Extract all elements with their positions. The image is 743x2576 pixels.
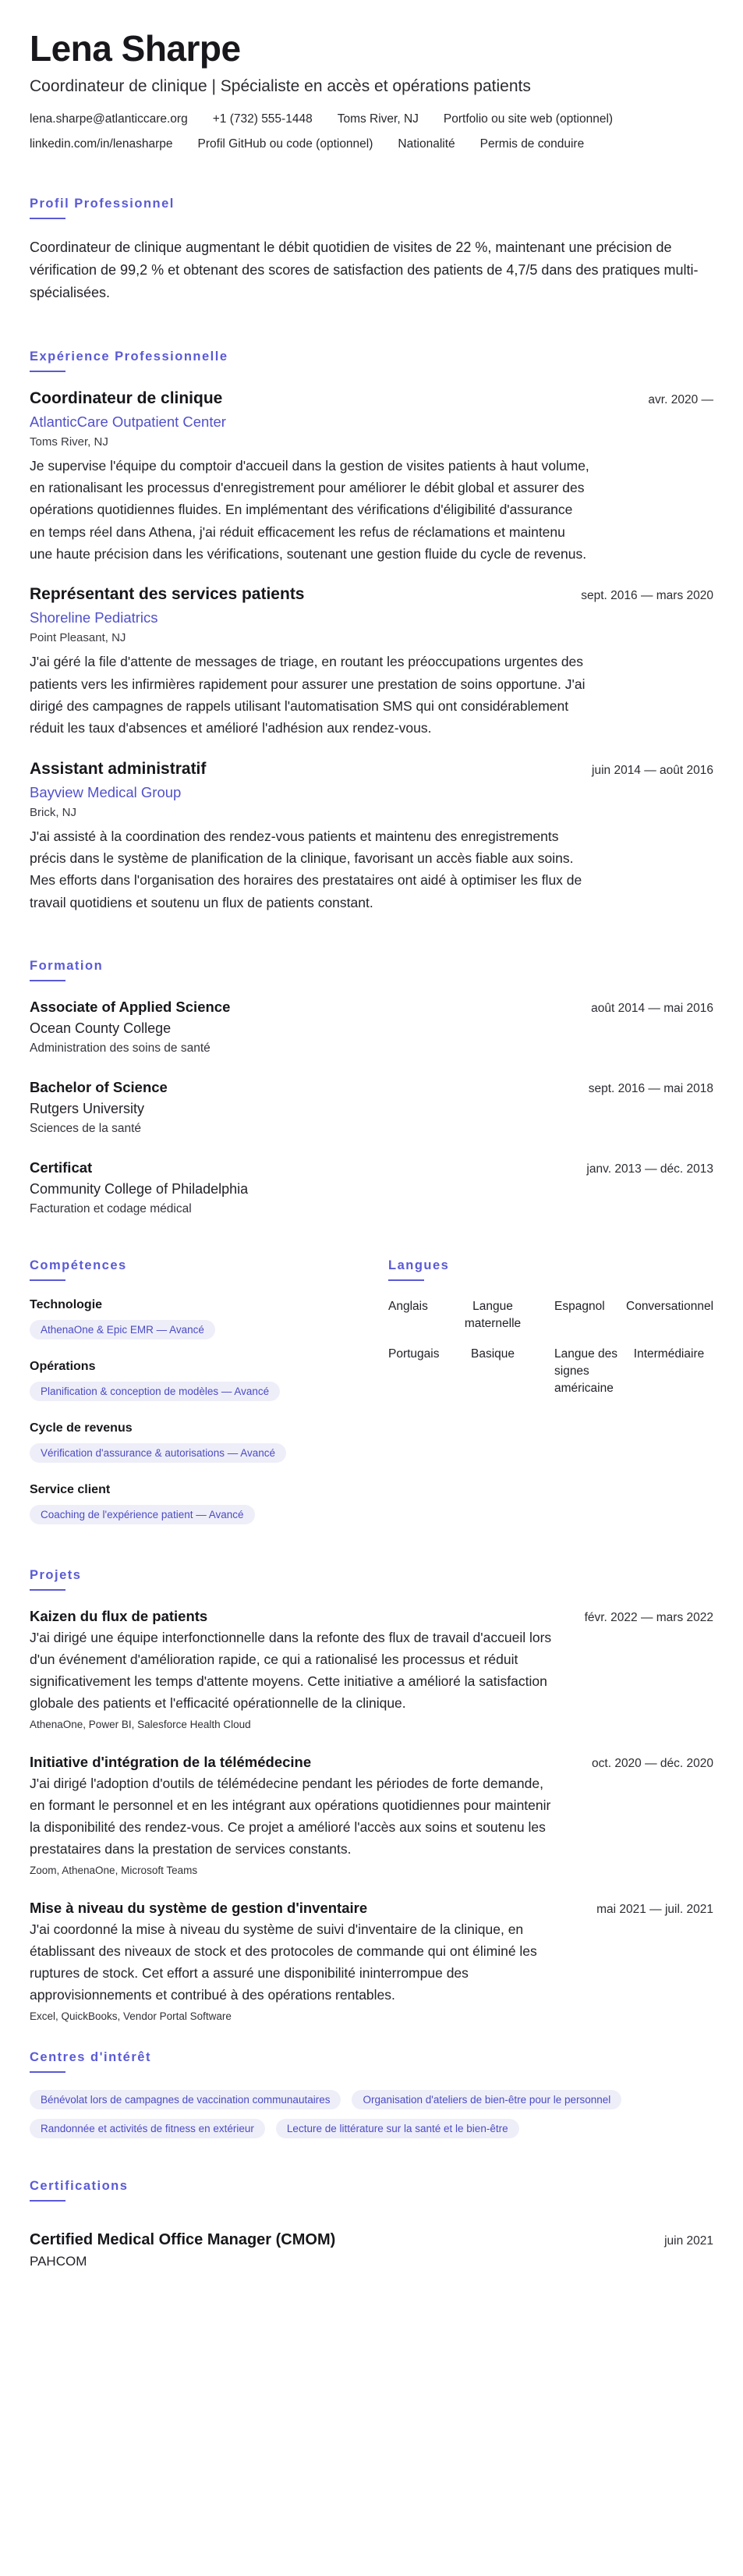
skill-chip: Vérification d'assurance & autorisations — Avancé xyxy=(30,1443,286,1463)
section-title: Projets xyxy=(30,1568,82,1583)
job-description: J'ai géré la file d'attente de messages de triage, en routant les préoccupations urgentes des patients vers les infirmières rapidement pour assurer une prestation de soins opportune. J'ai dirigé des campagnes de rappels utilisant l'automatisation SMS qui ont considérablement réduit les taux d'absences et amélioré l'adhésion aux rendez-vous. xyxy=(30,654,586,736)
project-entry xyxy=(30,1608,713,1730)
project-entry xyxy=(30,1900,713,2022)
job-dates: avr. 2020 — xyxy=(648,392,713,406)
languages-section xyxy=(388,1258,712,1545)
employer-name: AtlanticCare Outpatient Center xyxy=(30,413,226,430)
education-entry xyxy=(30,999,713,1056)
contact-email[interactable]: lena.sharpe@atlanticcare.org xyxy=(30,112,188,126)
job-title: Coordinateur de clinique xyxy=(30,389,223,407)
skill-group xyxy=(30,1421,357,1463)
candidate-headline: Coordinateur de clinique | Spécialiste en accès et opérations patients xyxy=(30,76,531,95)
experience-section xyxy=(30,349,713,914)
contact-linkedin[interactable]: linkedin.com/in/lenasharpe xyxy=(30,137,173,151)
project-dates: oct. 2020 — déc. 2020 xyxy=(592,1757,713,1771)
contact-license: Permis de conduire xyxy=(479,137,585,151)
study-field: Facturation et codage médical xyxy=(30,1202,192,1216)
job-title: Représentant des services patients xyxy=(30,585,305,604)
experience-entry xyxy=(30,760,713,914)
section-title: Formation xyxy=(30,959,104,974)
section-title: Expérience Professionnelle xyxy=(30,349,228,364)
skill-chip: Coaching de l'expérience patient — Avancé xyxy=(30,1505,255,1524)
language-item xyxy=(388,1346,536,1396)
skill-group xyxy=(30,1360,357,1401)
language-level: Conversationnel xyxy=(626,1300,714,1314)
skill-chip: AthenaOne & Epic EMR — Avancé xyxy=(30,1320,215,1339)
section-title: Certifications xyxy=(30,2179,129,2194)
candidate-name: Lena Sharpe xyxy=(30,28,241,69)
skill-category: Opérations xyxy=(30,1360,96,1374)
project-dates: févr. 2022 — mars 2022 xyxy=(584,1611,713,1625)
language-level: Intermédiaire xyxy=(633,1347,705,1361)
job-dates: juin 2014 — août 2016 xyxy=(592,763,713,777)
contact-phone[interactable]: +1 (732) 555-1448 xyxy=(212,112,313,126)
language-name: Portugais xyxy=(388,1347,440,1361)
interest-chip: Randonnée et activités de fitness en extérieur xyxy=(30,2119,265,2138)
section-divider xyxy=(388,1279,424,1281)
section-divider xyxy=(30,2071,65,2073)
project-dates: mai 2021 — juil. 2021 xyxy=(596,1903,713,1917)
school-name: Ocean County College xyxy=(30,1020,172,1037)
job-location: Point Pleasant, NJ xyxy=(30,631,126,645)
education-dates: sept. 2016 — mai 2018 xyxy=(588,1082,713,1096)
language-level: Basique xyxy=(470,1347,515,1361)
projects-section xyxy=(30,1568,713,2022)
education-section xyxy=(30,959,713,1216)
section-divider xyxy=(30,2200,65,2202)
skill-category: Technologie xyxy=(30,1298,103,1312)
project-tools: AthenaOne, Power BI, Salesforce Health Cloud xyxy=(30,1719,251,1731)
experience-entry xyxy=(30,389,713,566)
certifications-section xyxy=(30,2179,713,2269)
job-description: J'ai assisté à la coordination des rendez-vous patients et maintenu des enregistrements précis dans le système de planification de la clinique, favorisant un accès fiable aux soins. Mes efforts dans l'organisation des horaires des prestataires ont aidé à optimiser les flux de travail quotidiens et soutenu un flux de patients constant. xyxy=(30,828,582,910)
certification-date: juin 2021 xyxy=(664,2234,713,2248)
project-entry xyxy=(30,1754,713,1876)
project-tools: Excel, QuickBooks, Vendor Portal Software xyxy=(30,2010,232,2023)
section-title: Centres d'intérêt xyxy=(30,2050,151,2065)
skills-languages-row xyxy=(30,1258,713,1545)
skill-category: Service client xyxy=(30,1483,111,1497)
language-level: Langue maternelle xyxy=(464,1300,522,1330)
project-description: J'ai dirigé l'adoption d'outils de télémédecine pendant les périodes de forte demande, en formant le personnel et en les intégrant aux opérations quotidiennes pour maintenir la disponibilité des rendez-vous. Ce projet a amélioré l'accès aux soins et soutenu les prestataires dans la prestation de services constants. xyxy=(30,1776,551,1857)
job-dates: sept. 2016 — mars 2020 xyxy=(581,589,713,603)
school-name: Rutgers University xyxy=(30,1101,145,1117)
section-divider xyxy=(30,1589,65,1591)
language-item xyxy=(388,1298,536,1332)
section-title: Profil Professionnel xyxy=(30,197,175,211)
interest-list xyxy=(30,2090,713,2138)
contact-nationality: Nationalité xyxy=(398,137,455,151)
job-description: Je supervise l'équipe du comptoir d'accueil dans la gestion de visites patients à haut volume, en rationalisant les processus d'enregistrement pour améliorer le débit global et assurer des opérations quotidiennes fluides. En implémentant des vérifications d'éligibilité d'assurance en temps réel dans Athena, j'ai réduit efficacement les refus de réclamations et maintenu une haute précision dans les vérifications, soutenant une gestion fluide du cycle de revenus. xyxy=(30,457,589,562)
skill-group xyxy=(30,1298,357,1339)
degree-name: Bachelor of Science xyxy=(30,1079,168,1096)
degree-name: Associate of Applied Science xyxy=(30,999,231,1016)
skill-chip: Planification & conception de modèles — Avancé xyxy=(30,1382,280,1401)
study-field: Sciences de la santé xyxy=(30,1122,142,1136)
experience-entry xyxy=(30,585,713,739)
certification-issuer: PAHCOM xyxy=(30,2254,87,2269)
profile-summary: Coordinateur de clinique augmentant le débit quotidien de visites de 22 %, maintenant une précision de vérification de 99,2 % et obtenant des scores de satisfaction des patients de 4,7/5 dans des pratiques multi-spécialisées. xyxy=(30,240,699,300)
job-location: Toms River, NJ xyxy=(30,435,108,449)
contact-github[interactable]: Profil GitHub ou code (optionnel) xyxy=(197,137,373,151)
certification-entry xyxy=(30,2231,713,2269)
language-list xyxy=(388,1298,712,1396)
skill-group xyxy=(30,1483,357,1524)
language-item xyxy=(554,1298,712,1332)
employer-name: Bayview Medical Group xyxy=(30,783,182,800)
project-name: Mise à niveau du système de gestion d'inventaire xyxy=(30,1900,368,1917)
project-name: Initiative d'intégration de la télémédecine xyxy=(30,1754,312,1771)
section-divider xyxy=(30,1279,65,1281)
project-description: J'ai dirigé une équipe interfonctionnelle dans la refonte des flux de travail d'accueil lors d'un événement d'amélioration rapide, ce qui a rationalisé les processus et réduit significativement les temps d'attente moyens. Cette initiative a amélioré la satisfaction globale des patients et l'efficacité opérationnelle de la clinique. xyxy=(30,1630,552,1712)
language-name: Langue des signes américaine xyxy=(554,1347,618,1395)
contact-portfolio[interactable]: Portfolio ou site web (optionnel) xyxy=(443,112,614,126)
section-title: Langues xyxy=(388,1258,450,1273)
project-tools: Zoom, AthenaOne, Microsoft Teams xyxy=(30,1865,198,1877)
interests-section xyxy=(30,2050,713,2138)
education-dates: janv. 2013 — déc. 2013 xyxy=(586,1162,713,1176)
section-title: Compétences xyxy=(30,1258,127,1273)
education-entry xyxy=(30,1079,713,1136)
job-location: Brick, NJ xyxy=(30,805,76,819)
section-divider xyxy=(30,980,65,981)
language-item xyxy=(554,1346,712,1396)
skill-category: Cycle de revenus xyxy=(30,1421,133,1435)
interest-chip: Lecture de littérature sur la santé et le bien-être xyxy=(276,2119,519,2138)
interest-chip: Organisation d'ateliers de bien-être pour le personnel xyxy=(352,2090,621,2109)
skills-section xyxy=(30,1258,357,1545)
degree-name: Certificat xyxy=(30,1159,93,1176)
education-entry xyxy=(30,1159,713,1216)
language-name: Espagnol xyxy=(554,1300,605,1314)
section-divider xyxy=(30,218,65,219)
job-title: Assistant administratif xyxy=(30,759,207,778)
certification-name: Certified Medical Office Manager (CMOM) xyxy=(30,2231,336,2249)
education-dates: août 2014 — mai 2016 xyxy=(591,1002,713,1016)
contact-location: Toms River, NJ xyxy=(337,112,419,126)
contact-list xyxy=(30,112,713,151)
school-name: Community College of Philadelphia xyxy=(30,1181,249,1198)
language-name: Anglais xyxy=(388,1300,428,1314)
section-divider xyxy=(30,371,65,372)
interest-chip: Bénévolat lors de campagnes de vaccination communautaires xyxy=(30,2090,341,2109)
employer-name: Shoreline Pediatrics xyxy=(30,609,158,626)
project-name: Kaizen du flux de patients xyxy=(30,1608,208,1625)
profile-section xyxy=(30,197,713,303)
study-field: Administration des soins de santé xyxy=(30,1041,211,1056)
project-description: J'ai coordonné la mise à niveau du système de suivi d'inventaire de la clinique, en établissant des niveaux de stock et des protocoles de commande qui ont éliminé les ruptures de stock. Cet effort a assuré une disponibilité ininterrompue des approvisionnements et contribué à des opérations rentables. xyxy=(30,1921,537,2003)
